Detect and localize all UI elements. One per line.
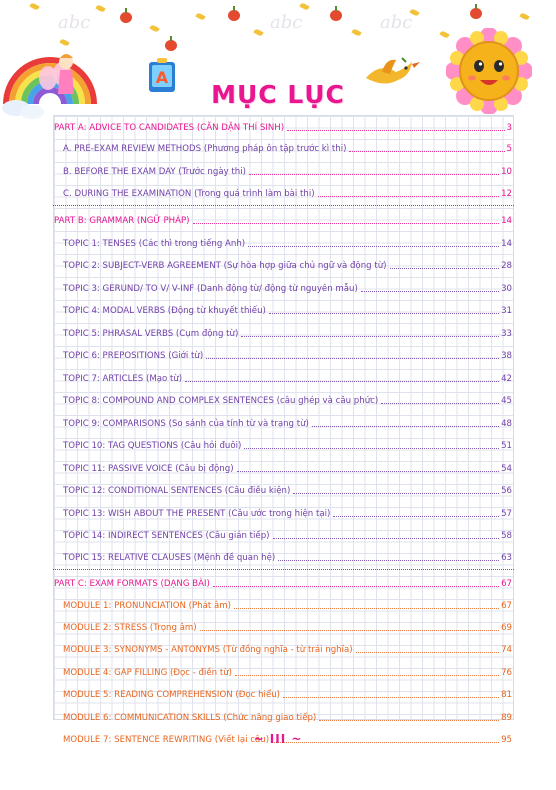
toc-entry-label: PART B: GRAMMAR (NGỮ PHÁP) (54, 216, 190, 226)
dot-leader (287, 130, 504, 131)
toc-entry-part[interactable] (53, 118, 514, 134)
dot-leader (333, 516, 499, 517)
leaf-icon (253, 28, 263, 37)
dot-leader (249, 174, 499, 175)
dot-leader (293, 493, 499, 494)
toc-entry-label: TOPIC 6: PREPOSITIONS (Giới từ) (63, 351, 204, 361)
dot-leader (273, 538, 500, 539)
toc-entry-topic[interactable] (53, 436, 514, 452)
toc-entry-label: TOPIC 12: CONDITIONAL SENTENCES (Câu điều kiện) (63, 486, 291, 496)
dot-leader (356, 652, 499, 653)
dot-leader (278, 560, 499, 561)
toc-entry-label: TOPIC 11: PASSIVE VOICE (Câu bị động) (63, 464, 234, 474)
toc-entry-topic[interactable] (53, 548, 514, 564)
apple-icon (470, 8, 482, 19)
toc-entry-module[interactable] (53, 640, 514, 656)
toc-entry-topic[interactable] (53, 346, 514, 362)
page-title: MỤC LỤC (211, 80, 345, 109)
section-divider (53, 205, 514, 206)
toc-entry-label: TOPIC 7: ARTICLES (Mạo từ) (63, 374, 183, 384)
abc-letters-decoration: abc (380, 12, 413, 33)
dot-leader (283, 697, 499, 698)
toc-entry-page: 69 (501, 623, 512, 633)
dot-leader (237, 471, 500, 472)
toc-entry-label: TOPIC 10: TAG QUESTIONS (Câu hỏi đuôi) (63, 441, 242, 451)
toc-entry-label: TOPIC 13: WISH ABOUT THE PRESENT (Câu ước trong hiện tại) (63, 509, 331, 519)
toc-entry-label: MODULE 7: SENTENCE REWRITING (Viết lại câu) (63, 735, 270, 745)
toc-entry-label: MODULE 6: COMMUNICATION SKILLS (Chức năng giao tiếp) (63, 713, 317, 723)
dot-leader (213, 586, 499, 587)
toc-entry-module[interactable] (53, 708, 514, 724)
toc-entry-page: 3 (506, 123, 512, 133)
toc-entry-label: TOPIC 15: RELATIVE CLAUSES (Mệnh đề quan hệ) (63, 553, 276, 563)
toc-entry-page: 56 (501, 486, 512, 496)
toc-entry-page: 12 (501, 189, 512, 199)
toc-entry-topic[interactable] (53, 459, 514, 475)
toc-entry-topic[interactable] (53, 369, 514, 385)
toc-entry-label: MODULE 5: READING COMPREHENSION (Đọc hiểu) (63, 690, 281, 700)
toc-entry-label: TOPIC 14: INDIRECT SENTENCES (Câu gián tiếp) (63, 531, 270, 541)
toc-entry-module[interactable] (53, 596, 514, 612)
toc-entry-sec[interactable] (53, 184, 514, 200)
dot-leader (319, 720, 499, 721)
leaf-icon (95, 4, 105, 13)
toc-entry-label: TOPIC 5: PHRASAL VERBS (Cụm động từ) (63, 329, 239, 339)
dot-leader (349, 151, 504, 152)
dot-leader (381, 403, 499, 404)
apple-icon (228, 10, 240, 21)
abc-letters-decoration: abc (270, 12, 303, 33)
toc-entry-label: MODULE 4: GAP FILLING (Đọc - điền từ) (63, 668, 233, 678)
rainbow-fairy-icon (2, 24, 106, 128)
toc-entry-page: 31 (501, 306, 512, 316)
toc-entry-topic[interactable] (53, 391, 514, 407)
dot-leader (248, 246, 499, 247)
toc-entry-sec[interactable] (53, 139, 514, 155)
toc-entry-page: 74 (501, 645, 512, 655)
leaf-icon (195, 12, 205, 21)
toc-entry-page: 5 (506, 144, 512, 154)
toc-entry-module[interactable] (53, 685, 514, 701)
dot-leader (206, 358, 499, 359)
toc-entry-label: PART A: ADVICE TO CANDIDATES (CĂN DẶN THÍ SINH) (54, 123, 285, 133)
toc-entry-sec[interactable] (53, 162, 514, 178)
toc-entry-page: 10 (501, 167, 512, 177)
toc-entry-label: A. PRE-EXAM REVIEW METHODS (Phương pháp ôn tập trước kì thi) (63, 144, 347, 154)
toc-entry-label: C. DURING THE EXAMINATION (Trong quá trình làm bài thi) (63, 189, 315, 199)
toc-entry-part[interactable] (53, 211, 514, 227)
toc-entry-page: 45 (501, 396, 512, 406)
toc-entry-page: 81 (501, 690, 512, 700)
toc-entry-page: 89 (501, 713, 512, 723)
toc-entry-label: TOPIC 2: SUBJECT-VERB AGREEMENT (Sự hòa hợp giữa chủ ngữ và động từ) (63, 261, 387, 271)
abc-letters-decoration: abc (58, 12, 91, 33)
toc-entry-page: 67 (501, 601, 512, 611)
toc-entry-label: MODULE 1: PRONUNCIATION (Phát âm) (63, 601, 231, 611)
leaf-icon (149, 24, 159, 33)
toc-entry-label: TOPIC 9: COMPARISONS (So sánh của tính từ và trạng từ) (63, 419, 309, 429)
toc-entry-topic[interactable] (53, 234, 514, 250)
page-number: ~ III ~ (253, 732, 303, 746)
toc-entry-page: 48 (501, 419, 512, 429)
dot-leader (235, 675, 499, 676)
dot-leader (200, 630, 499, 631)
toc-entry-page: 57 (501, 509, 512, 519)
toc-entry-topic[interactable] (53, 504, 514, 520)
toc-entry-label: TOPIC 1: TENSES (Các thì trong tiếng Anh) (63, 239, 246, 249)
toc-entry-label: TOPIC 8: COMPOUND AND COMPLEX SENTENCES (câu ghép và câu phức) (63, 396, 379, 406)
leaf-icon (29, 2, 39, 11)
toc-entry-topic[interactable] (53, 324, 514, 340)
toc-entry-page: 95 (501, 735, 512, 745)
leaf-icon (519, 12, 529, 21)
dot-leader (244, 448, 499, 449)
toc-entry-module[interactable] (53, 618, 514, 634)
toc-entry-label: TOPIC 3: GERUND/ TO V/ V-INF (Danh động từ/ động từ nguyên mẫu) (63, 284, 358, 294)
toc-entry-topic[interactable] (53, 301, 514, 317)
toc-entry-page: 14 (501, 239, 512, 249)
toc-entry-page: 76 (501, 668, 512, 678)
dot-leader (185, 381, 499, 382)
toc-entry-topic[interactable] (53, 256, 514, 272)
toc-entry-label: MODULE 3: SYNONYMS - ANTONYMS (Từ đồng nghĩa - từ trái nghĩa) (63, 645, 353, 655)
dot-leader (241, 336, 499, 337)
toc-entry-topic[interactable] (53, 526, 514, 542)
toc-entry-label: MODULE 2: STRESS (Trọng âm) (63, 623, 197, 633)
toc-entry-topic[interactable] (53, 481, 514, 497)
dot-leader (193, 223, 500, 224)
toc-entry-module[interactable] (53, 663, 514, 679)
dot-leader (390, 268, 500, 269)
dot-leader (312, 426, 499, 427)
apple-icon (120, 12, 132, 23)
toc-entry-page: 67 (501, 579, 512, 589)
toc-entry-page: 58 (501, 531, 512, 541)
svg-text:A: A (155, 68, 169, 87)
toc-entry-page: 33 (501, 329, 512, 339)
apple-icon (165, 40, 177, 51)
toc-entry-label: PART C: EXAM FORMATS (DẠNG BÀI) (54, 579, 210, 589)
dot-leader (361, 291, 499, 292)
dot-leader (318, 196, 499, 197)
toc-entry-page: 42 (501, 374, 512, 384)
toc-entry-page: 51 (501, 441, 512, 451)
apple-icon (330, 10, 342, 21)
toc-entry-label: B. BEFORE THE EXAM DAY (Trước ngày thi) (63, 167, 246, 177)
leaf-icon (299, 2, 309, 11)
toc-entry-topic[interactable] (53, 414, 514, 430)
dot-leader (269, 313, 499, 314)
toc-entry-topic[interactable] (53, 279, 514, 295)
toc-entry-page: 63 (501, 553, 512, 563)
toc-entry-page: 38 (501, 351, 512, 361)
toc-entry-page: 14 (501, 216, 512, 226)
toc-entry-label: TOPIC 4: MODAL VERBS (Động từ khuyết thiếu) (63, 306, 266, 316)
dot-leader (234, 608, 499, 609)
toc-entry-page: 54 (501, 464, 512, 474)
section-divider (53, 569, 514, 570)
leaf-icon (351, 28, 361, 37)
toc-entry-page: 28 (501, 261, 512, 271)
toc-entry-page: 30 (501, 284, 512, 294)
toc-entry-part[interactable] (53, 574, 514, 590)
